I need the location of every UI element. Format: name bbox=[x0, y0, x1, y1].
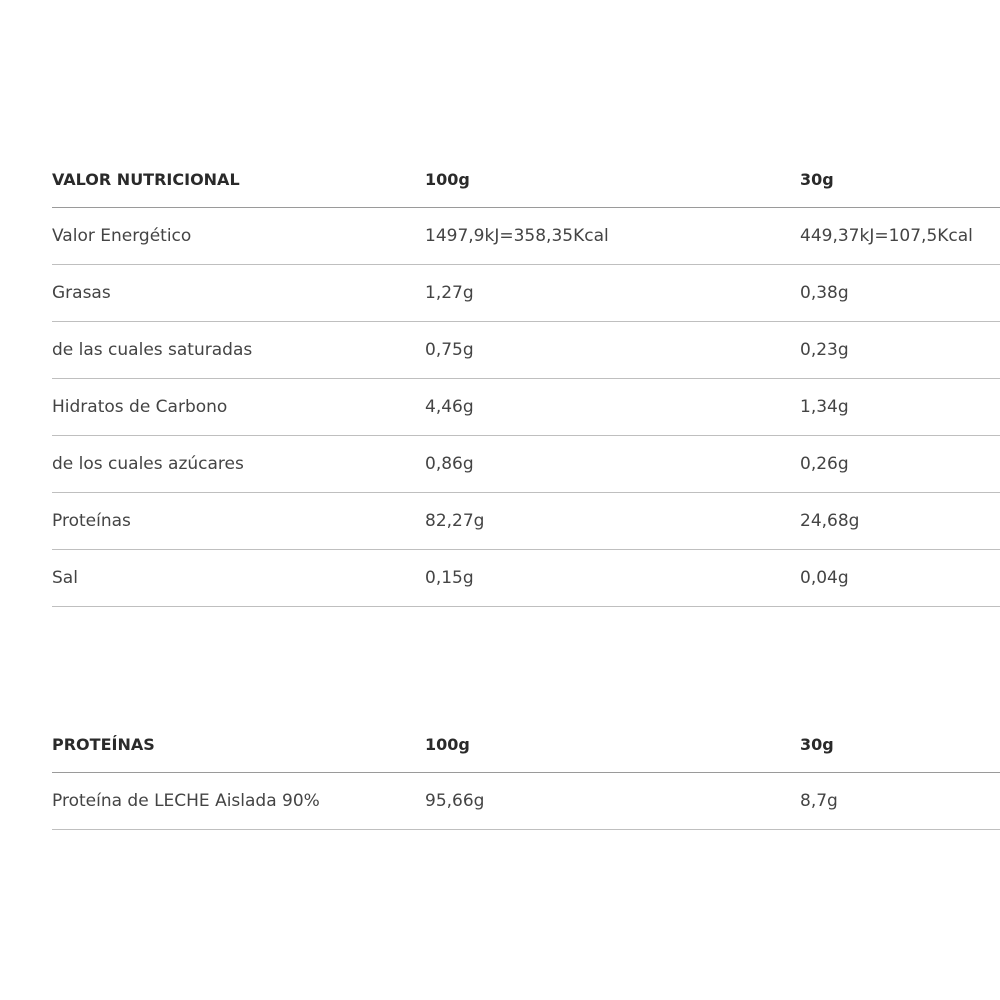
nutrient-name: de las cuales saturadas bbox=[52, 322, 425, 379]
protein-name: Proteína de LECHE Aislada 90% bbox=[52, 773, 425, 830]
table-row bbox=[52, 493, 1000, 550]
value-30g: 449,37kJ=107,5Kcal bbox=[800, 208, 1000, 265]
header-per-30g: 30g bbox=[800, 151, 1000, 208]
nutrient-name: Grasas bbox=[52, 265, 425, 322]
value-100g: 95,66g bbox=[425, 773, 800, 830]
value-30g: 0,04g bbox=[800, 550, 1000, 607]
nutrition-table bbox=[52, 151, 1000, 607]
table-row bbox=[52, 265, 1000, 322]
header-protein: PROTEÍNAS bbox=[52, 716, 425, 773]
table-row bbox=[52, 208, 1000, 265]
value-30g: 0,23g bbox=[800, 322, 1000, 379]
proteins-table bbox=[52, 716, 1000, 830]
value-30g: 1,34g bbox=[800, 379, 1000, 436]
value-100g: 0,75g bbox=[425, 322, 800, 379]
header-per-100g: 100g bbox=[425, 151, 800, 208]
table-header-row bbox=[52, 716, 1000, 773]
value-100g: 4,46g bbox=[425, 379, 800, 436]
table-header-row bbox=[52, 151, 1000, 208]
value-100g: 0,86g bbox=[425, 436, 800, 493]
header-per-30g: 30g bbox=[800, 716, 1000, 773]
value-100g: 1497,9kJ=358,35Kcal bbox=[425, 208, 800, 265]
table-row bbox=[52, 550, 1000, 607]
nutrient-name: de los cuales azúcares bbox=[52, 436, 425, 493]
table-row bbox=[52, 322, 1000, 379]
nutrient-name: Proteínas bbox=[52, 493, 425, 550]
nutrient-name: Hidratos de Carbono bbox=[52, 379, 425, 436]
value-100g: 82,27g bbox=[425, 493, 800, 550]
value-100g: 0,15g bbox=[425, 550, 800, 607]
table-row bbox=[52, 436, 1000, 493]
header-nutrient: VALOR NUTRICIONAL bbox=[52, 151, 425, 208]
table-row bbox=[52, 773, 1000, 830]
nutrient-name: Valor Energético bbox=[52, 208, 425, 265]
nutrient-name: Sal bbox=[52, 550, 425, 607]
value-30g: 24,68g bbox=[800, 493, 1000, 550]
value-30g: 0,38g bbox=[800, 265, 1000, 322]
table-row bbox=[52, 379, 1000, 436]
value-100g: 1,27g bbox=[425, 265, 800, 322]
value-30g: 8,7g bbox=[800, 773, 1000, 830]
value-30g: 0,26g bbox=[800, 436, 1000, 493]
header-per-100g: 100g bbox=[425, 716, 800, 773]
